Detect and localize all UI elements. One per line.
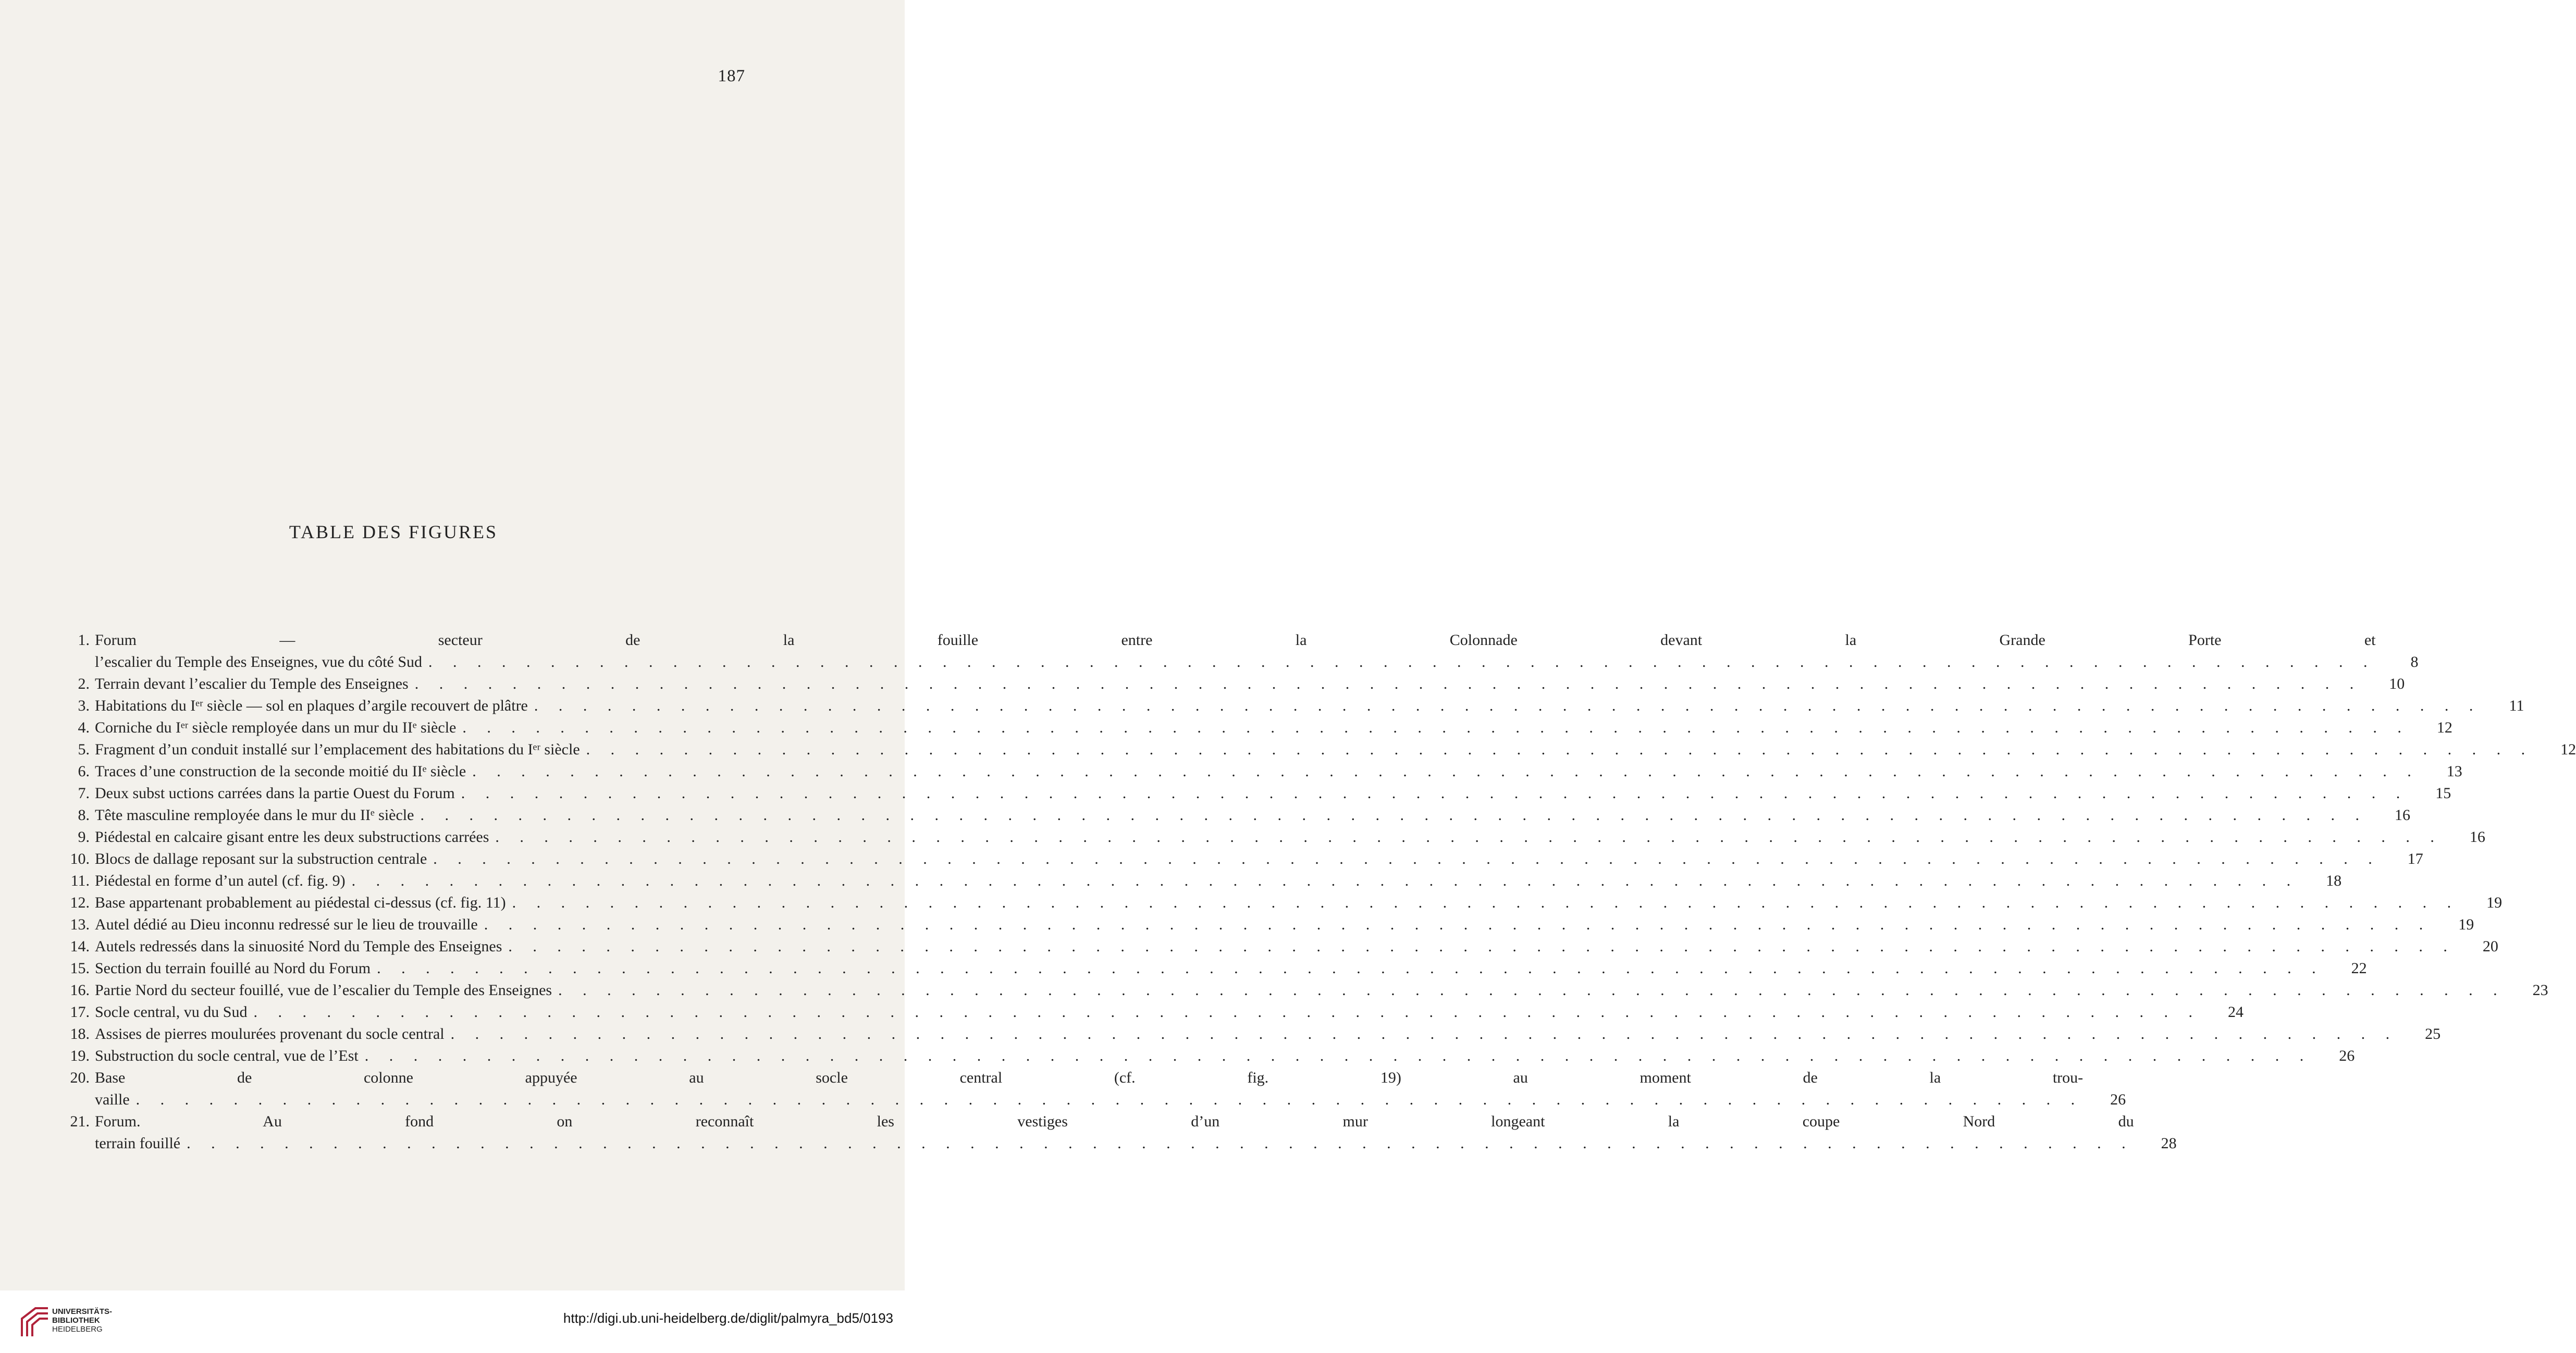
figure-caption-line: Traces d’une construction de la seconde moitié du IIᵉ siècle: [95, 763, 466, 780]
page-reference: 22: [2351, 960, 2367, 977]
figure-entry: [57, 936, 2498, 958]
leader-dots: . . . . . . . . . . . . . . . . . . . . . . . . . . . . . . . . . . . . . . . . . . . . . . . . . . . . . . . . . . . . . . . . . . . . . . . . . . . . . . . .: [586, 741, 2534, 758]
figure-caption-line: Section du terrain fouillé au Nord du Forum: [95, 960, 371, 977]
leader-dots: . . . . . . . . . . . . . . . . . . . . . . . . . . . . . . . . . . . . . . . . . . . . . . . . . . . . . . . . . . . . . . . . . . . . . . . . . . . . . . . .: [472, 763, 2420, 780]
figure-entry: [57, 1111, 2177, 1155]
page-reference: 23: [2532, 982, 2548, 999]
page-reference: 16: [2469, 828, 2485, 846]
figure-caption-line: Piédestal en calcaire gisant entre les deux substructions carrées: [95, 828, 489, 846]
figure-number: 9.: [78, 828, 90, 846]
page-reference: 8: [2410, 653, 2419, 671]
figure-number: 3.: [78, 697, 90, 714]
page-reference: 19: [2458, 916, 2474, 933]
figure-number: 10.: [70, 850, 90, 867]
figure-number: 18.: [70, 1025, 90, 1042]
figure-caption-line: vaille: [95, 1091, 130, 1108]
page-title: TABLE DES FIGURES: [289, 522, 498, 542]
figure-entry: [57, 761, 2462, 783]
figure-entry: [57, 848, 2423, 870]
figure-number: 5.: [78, 741, 90, 758]
page-reference: 24: [2227, 1003, 2244, 1021]
leader-dots: . . . . . . . . . . . . . . . . . . . . . . . . . . . . . . . . . . . . . . . . . . . . . . . . . . . . . . . . . . . . . . . . . . . . . . . . . . . . . . . .: [508, 938, 2456, 955]
page-reference: 12: [2560, 741, 2576, 758]
page-reference: 15: [2435, 785, 2451, 802]
figure-number: 17.: [70, 1003, 90, 1021]
figure-number: 4.: [78, 719, 90, 736]
page-reference: 28: [2161, 1135, 2177, 1152]
figure-entry: [57, 783, 2451, 804]
figure-entry: [57, 739, 2576, 761]
figure-entry: [57, 979, 2548, 1001]
leader-dots: . . . . . . . . . . . . . . . . . . . . . . . . . . . . . . . . . . . . . . . . . . . . . . . . . . . . . . . . . . . . . . . . . . . . . . . . . . . . . . . .: [450, 1025, 2398, 1042]
library-name: [52, 1307, 112, 1334]
figure-number: 21.: [70, 1113, 90, 1130]
figure-caption-line: Autels redressés dans la sinuosité Nord du Temple des Enseignes: [95, 938, 502, 955]
figure-number: 6.: [78, 763, 90, 780]
footer-bar: [0, 1290, 905, 1353]
figure-caption-line: Assises de pierres moulurées provenant du socle central: [95, 1025, 445, 1042]
figure-number: 11.: [70, 872, 90, 889]
figure-number: 13.: [70, 916, 90, 933]
figure-entry: [57, 695, 2524, 717]
figure-number: 20.: [70, 1069, 90, 1086]
page-column-spacer: [2376, 629, 2419, 651]
figure-caption-line: Fragment d’un conduit installé sur l’emplacement des habitations du Iᵉʳ siècle: [95, 741, 580, 758]
figure-caption-line: terrain fouillé: [95, 1135, 181, 1152]
leader-dots: . . . . . . . . . . . . . . . . . . . . . . . . . . . . . . . . . . . . . . . . . . . . . . . . . . . . . . . . . . . . . . . . . . . . . . . . . . . . . . . .: [377, 960, 2324, 977]
leader-dots: . . . . . . . . . . . . . . . . . . . . . . . . . . . . . . . . . . . . . . . . . . . . . . . . . . . . . . . . . . . . . . . . . . . . . . . . . . . . . . . .: [495, 828, 2443, 846]
source-url-link[interactable]: http://digi.ub.uni-heidelberg.de/diglit/palmyra_bd5/0193: [563, 1310, 893, 1326]
figure-entry: [57, 914, 2474, 936]
leader-dots: . . . . . . . . . . . . . . . . . . . . . . . . . . . . . . . . . . . . . . . . . . . . . . . . . . . . . . . . . . . . . . . . . . . . . . . . . . . . . . . .: [461, 785, 2409, 802]
figure-caption-line: Forum. Au fond on reconnaît les vestiges d’un mur longeant la coupe Nord du: [95, 1113, 2134, 1130]
page-reference: 13: [2446, 763, 2462, 780]
figure-entry: [57, 717, 2452, 739]
leader-dots: . . . . . . . . . . . . . . . . . . . . . . . . . . . . . . . . . . . . . . . . . . . . . . . . . . . . . . . . . . . . . . . . . . . . . . . . . . . . . . . .: [135, 1091, 2084, 1108]
figure-caption-line: Blocs de dallage reposant sur la substruction centrale: [95, 850, 427, 867]
page-reference: 11: [2509, 697, 2524, 714]
library-logo-icon: [20, 1305, 50, 1338]
figure-entry: [57, 673, 2405, 695]
page-reference: 12: [2436, 719, 2452, 736]
leader-dots: . . . . . . . . . . . . . . . . . . . . . . . . . . . . . . . . . . . . . . . . . . . . . . . . . . . . . . . . . . . . . . . . . . . . . . . . . . . . . . . .: [420, 806, 2368, 824]
figure-entry: [57, 804, 2410, 826]
leader-dots: . . . . . . . . . . . . . . . . . . . . . . . . . . . . . . . . . . . . . . . . . . . . . . . . . . . . . . . . . . . . . . . . . . . . . . . . . . . . . . . .: [534, 697, 2482, 714]
page-reference: 17: [2407, 850, 2423, 867]
figure-entry: [57, 1045, 2355, 1067]
figure-entry: [57, 1067, 2126, 1111]
leader-dots: . . . . . . . . . . . . . . . . . . . . . . . . . . . . . . . . . . . . . . . . . . . . . . . . . . . . . . . . . . . . . . . . . . . . . . . . . . . . . . . .: [428, 653, 2376, 671]
figure-caption-line: Autel dédié au Dieu inconnu redressé sur le lieu de trouvaille: [95, 916, 478, 933]
page-reference: 18: [2326, 872, 2342, 889]
page-reference: 19: [2486, 894, 2503, 911]
figure-caption-line: Terrain devant l’escalier du Temple des Enseignes: [95, 675, 409, 692]
figure-number: 19.: [70, 1047, 90, 1064]
figure-entry: [57, 1023, 2441, 1045]
figure-entry: [57, 870, 2342, 892]
library-name-line1: UNIVERSITÄTS-: [52, 1307, 113, 1316]
leader-dots: . . . . . . . . . . . . . . . . . . . . . . . . . . . . . . . . . . . . . . . . . . . . . . . . . . . . . . . . . . . . . . . . . . . . . . . . . . . . . . . .: [351, 872, 2299, 889]
figure-entry: [57, 1001, 2244, 1023]
figure-entry: [57, 629, 2419, 673]
leader-dots: . . . . . . . . . . . . . . . . . . . . . . . . . . . . . . . . . . . . . . . . . . . . . . . . . . . . . . . . . . . . . . . . . . . . . . . . . . . . . . . .: [187, 1135, 2134, 1152]
figure-caption-line: Tête masculine remployée dans le mur du IIᵉ siècle: [95, 806, 414, 824]
figure-caption-line: l’escalier du Temple des Enseignes, vue du côté Sud: [95, 653, 423, 671]
figure-number: 8.: [78, 806, 90, 824]
leader-dots: . . . . . . . . . . . . . . . . . . . . . . . . . . . . . . . . . . . . . . . . . . . . . . . . . . . . . . . . . . . . . . . . . . . . . . . . . . . . . . . .: [414, 675, 2362, 692]
figure-number: 7.: [78, 785, 90, 802]
figure-number: 14.: [70, 938, 90, 955]
page-column-spacer: [2083, 1067, 2126, 1089]
leader-dots: . . . . . . . . . . . . . . . . . . . . . . . . . . . . . . . . . . . . . . . . . . . . . . . . . . . . . . . . . . . . . . . . . . . . . . . . . . . . . . . .: [512, 894, 2460, 911]
figure-number: 12.: [70, 894, 90, 911]
figure-caption-line: Forum — secteur de la fouille entre la Colonnade devant la Grande Porte et: [95, 631, 2376, 649]
figure-caption-line: Base appartenant probablement au piédestal ci-dessus (cf. fig. 11): [95, 894, 506, 911]
figure-caption-line: Partie Nord du secteur fouillé, vue de l’escalier du Temple des Enseignes: [95, 982, 552, 999]
page-reference: 10: [2389, 675, 2405, 692]
leader-dots: . . . . . . . . . . . . . . . . . . . . . . . . . . . . . . . . . . . . . . . . . . . . . . . . . . . . . . . . . . . . . . . . . . . . . . . . . . . . . . . .: [433, 850, 2381, 867]
library-name-line3: HEIDELBERG: [52, 1325, 103, 1334]
leader-dots: . . . . . . . . . . . . . . . . . . . . . . . . . . . . . . . . . . . . . . . . . . . . . . . . . . . . . . . . . . . . . . . . . . . . . . . . . . . . . . . .: [364, 1047, 2312, 1064]
leader-dots: . . . . . . . . . . . . . . . . . . . . . . . . . . . . . . . . . . . . . . . . . . . . . . . . . . . . . . . . . . . . . . . . . . . . . . . . . . . . . . . .: [558, 982, 2506, 999]
leader-dots: . . . . . . . . . . . . . . . . . . . . . . . . . . . . . . . . . . . . . . . . . . . . . . . . . . . . . . . . . . . . . . . . . . . . . . . . . . . . . . . .: [253, 1003, 2201, 1021]
figure-list: [57, 629, 2576, 1155]
figure-caption-line: Socle central, vu du Sud: [95, 1003, 248, 1021]
library-name-line2: BIBLIOTHEK: [52, 1316, 100, 1325]
figure-caption-line: Habitations du Iᵉʳ siècle — sol en plaques d’argile recouvert de plâtre: [95, 697, 528, 714]
page-reference: 25: [2425, 1025, 2441, 1042]
figure-caption-line: Piédestal en forme d’un autel (cf. fig. 9): [95, 872, 346, 889]
page-reference: 16: [2394, 806, 2410, 824]
figure-number: 2.: [78, 675, 90, 692]
figure-caption-line: Deux subst uctions carrées dans la partie Ouest du Forum: [95, 785, 455, 802]
figure-caption-line: Base de colonne appuyée au socle central (cf. fig. 19) au moment de la trou-: [95, 1069, 2084, 1086]
page-reference: 20: [2482, 938, 2498, 955]
figure-number: 16.: [70, 982, 90, 999]
page-number: 187: [718, 67, 745, 85]
figure-number: 1.: [78, 631, 90, 649]
figure-entry: [57, 826, 2485, 848]
figure-entry: [57, 958, 2367, 979]
leader-dots: . . . . . . . . . . . . . . . . . . . . . . . . . . . . . . . . . . . . . . . . . . . . . . . . . . . . . . . . . . . . . . . . . . . . . . . . . . . . . . . .: [462, 719, 2410, 736]
figure-number: 15.: [70, 960, 90, 977]
page-reference: 26: [2339, 1047, 2355, 1064]
page-reference: 26: [2110, 1091, 2126, 1108]
page-column-spacer: [2134, 1111, 2177, 1133]
figure-caption-line: Substruction du socle central, vue de l’Est: [95, 1047, 359, 1064]
figure-caption-line: Corniche du Iᵉʳ siècle remployée dans un mur du IIᵉ siècle: [95, 719, 457, 736]
leader-dots: . . . . . . . . . . . . . . . . . . . . . . . . . . . . . . . . . . . . . . . . . . . . . . . . . . . . . . . . . . . . . . . . . . . . . . . . . . . . . . . .: [484, 916, 2432, 933]
figure-entry: [57, 892, 2503, 914]
